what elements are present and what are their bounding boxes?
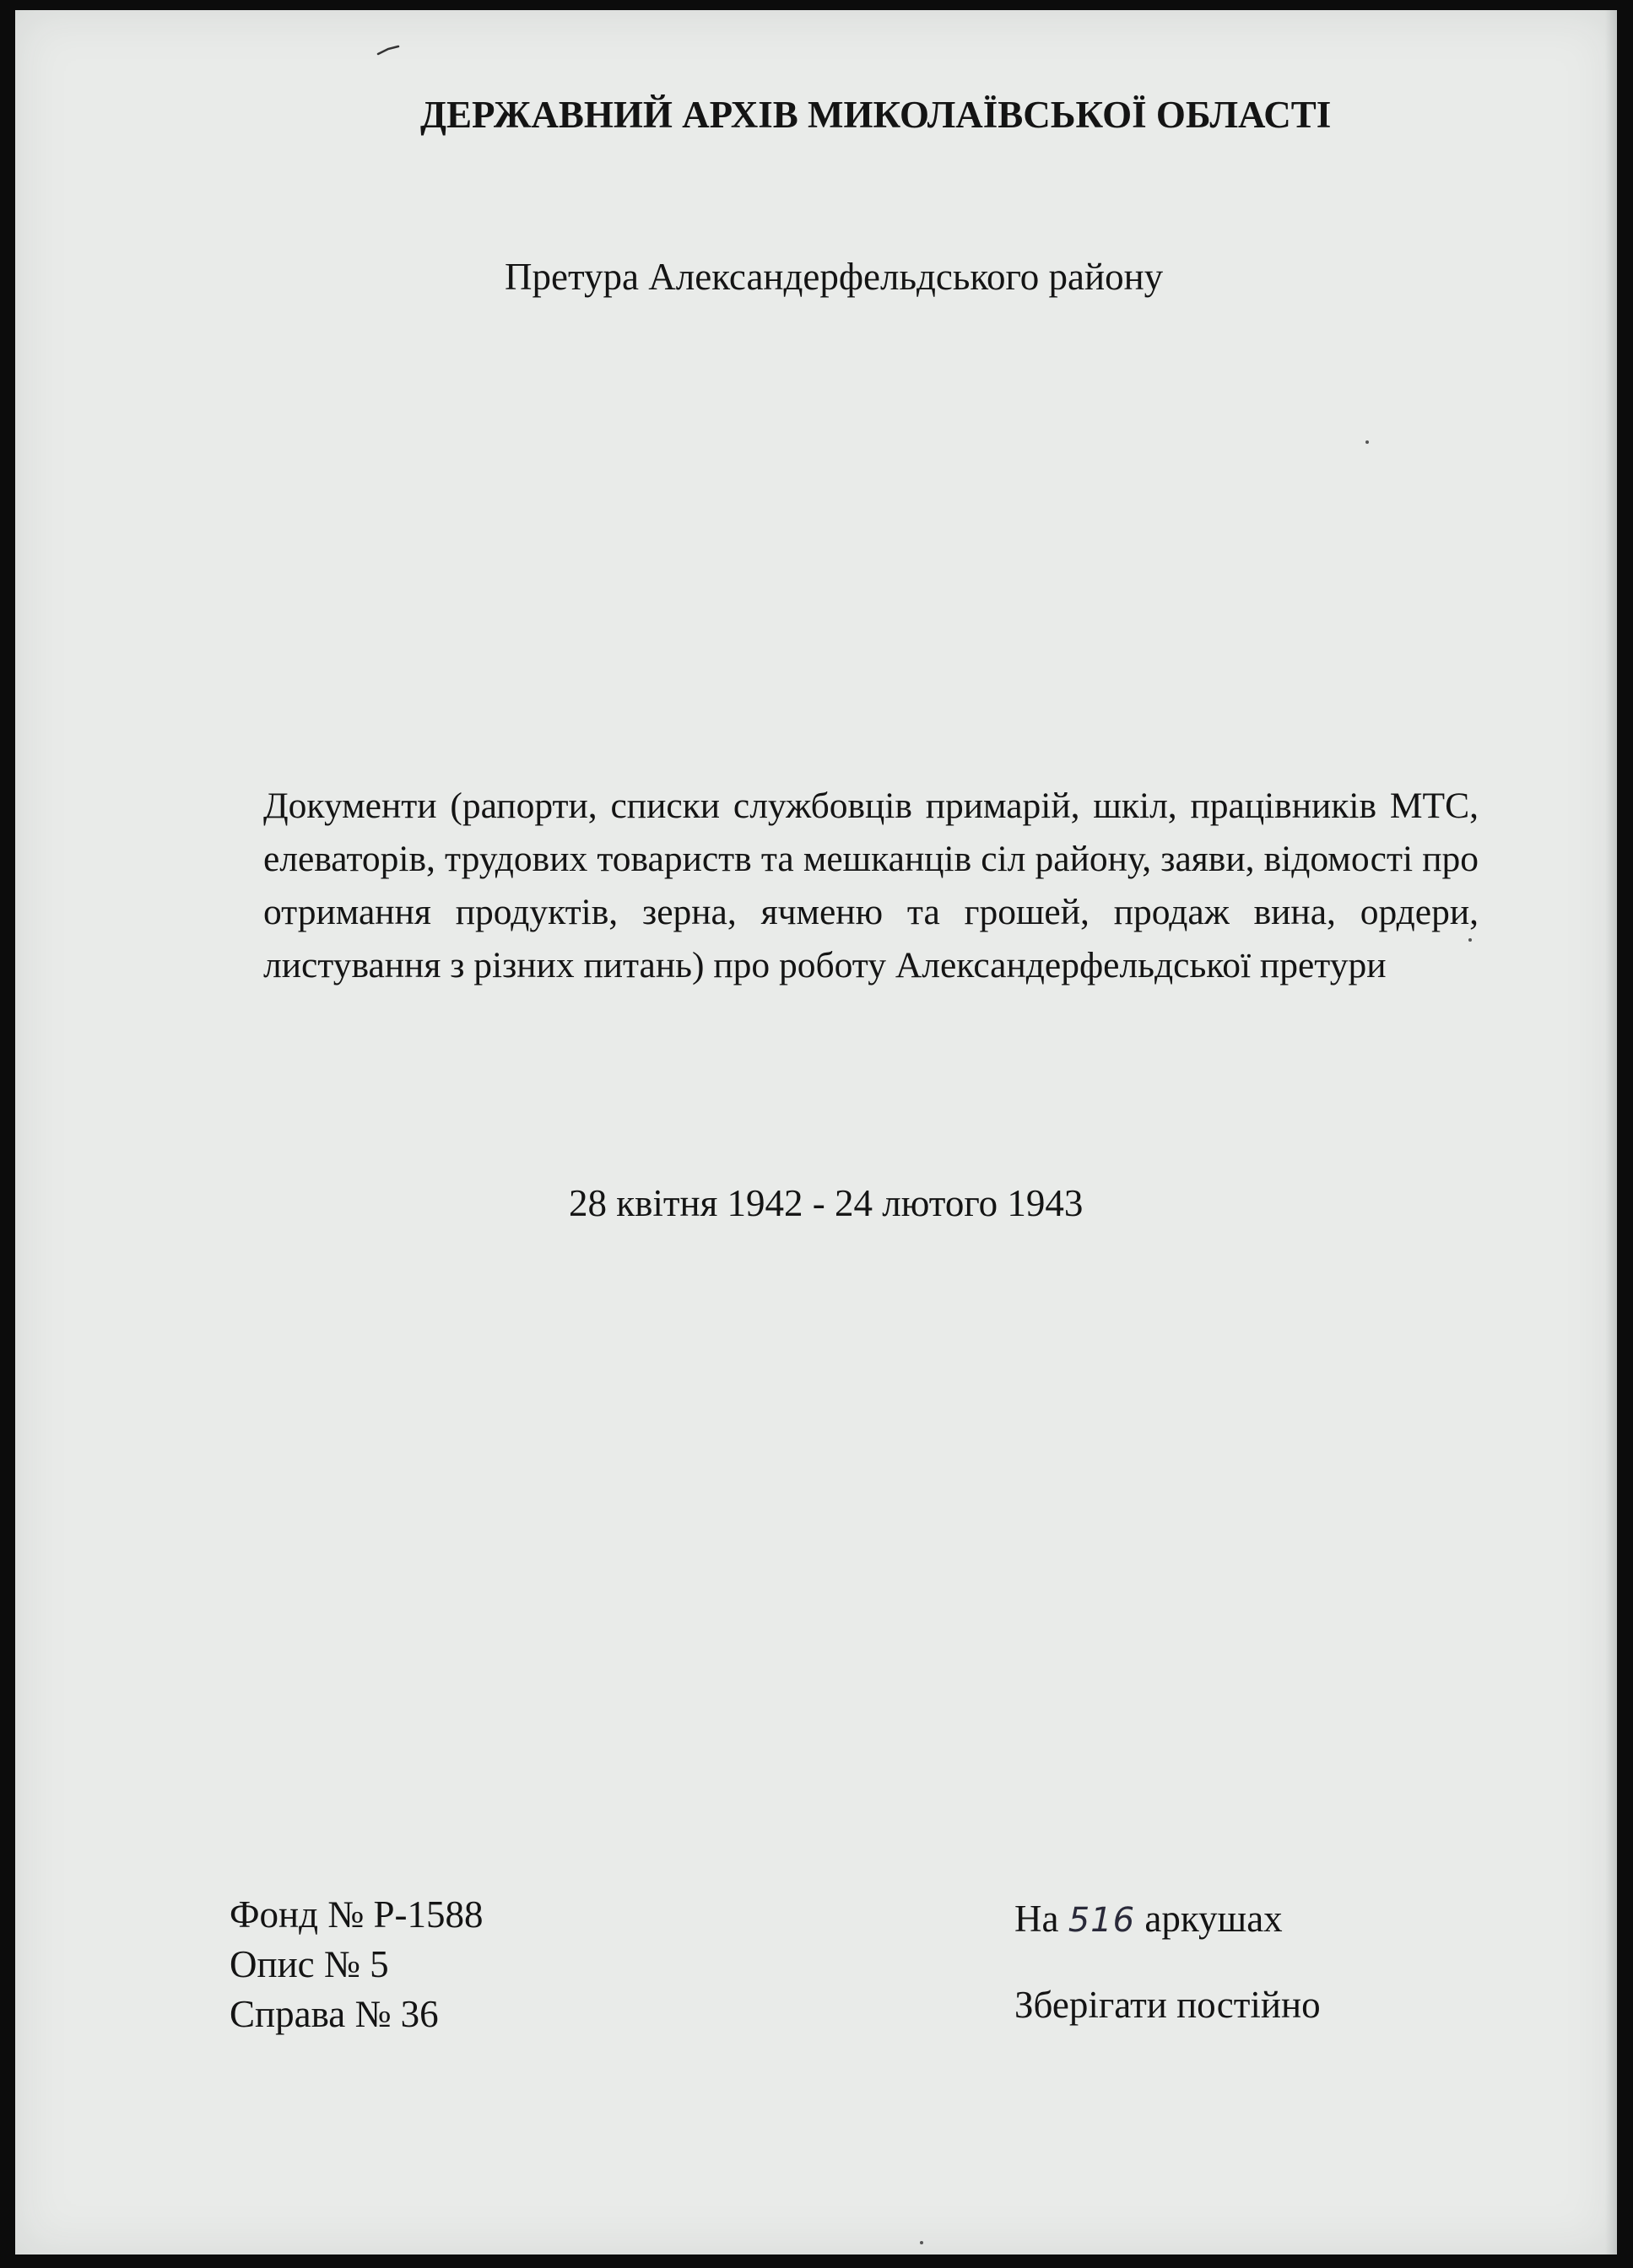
archive-title: ДЕРЖАВНИЙ АРХІВ МИКОЛАЇВСЬКОЇ ОБЛАСТІ bbox=[420, 94, 1332, 136]
inventory-number: Опис № 5 bbox=[230, 1943, 389, 1985]
sheets-prefix: На bbox=[1014, 1898, 1059, 1940]
file-number: Справа № 36 bbox=[230, 1993, 439, 2035]
paper-speck bbox=[1365, 440, 1369, 444]
fund-creator: Претура Александерфельдського району bbox=[505, 256, 1164, 298]
archive-references bbox=[230, 1890, 483, 2039]
pen-mark-icon bbox=[376, 44, 402, 57]
fund-number: Фонд № Р-1588 bbox=[230, 1893, 484, 1936]
paper-speck bbox=[920, 2241, 923, 2244]
sheets-suffix: аркушах bbox=[1144, 1898, 1283, 1940]
paper-speck bbox=[1468, 938, 1472, 942]
storage-note: Зберігати постійно bbox=[1014, 1984, 1321, 2026]
file-description: Документи (рапорти, списки службовців примарій, шкіл, працівників МТС, елеваторів, трудових товариств та мешканців сіл району, заяви, відомості про отримання продуктів, зерна, ячменю та грошей, продаж вина, ордери, листування з різних питань) про роботу Александерфельдської претури bbox=[263, 786, 1479, 986]
sheets-count bbox=[1014, 1897, 1283, 1941]
page-edge-shadow bbox=[1605, 10, 1617, 2254]
date-range: 28 квітня 1942 - 24 лютого 1943 bbox=[569, 1182, 1084, 1224]
document-page bbox=[15, 10, 1617, 2254]
sheets-number-handwritten: 516 bbox=[1068, 1901, 1136, 1940]
